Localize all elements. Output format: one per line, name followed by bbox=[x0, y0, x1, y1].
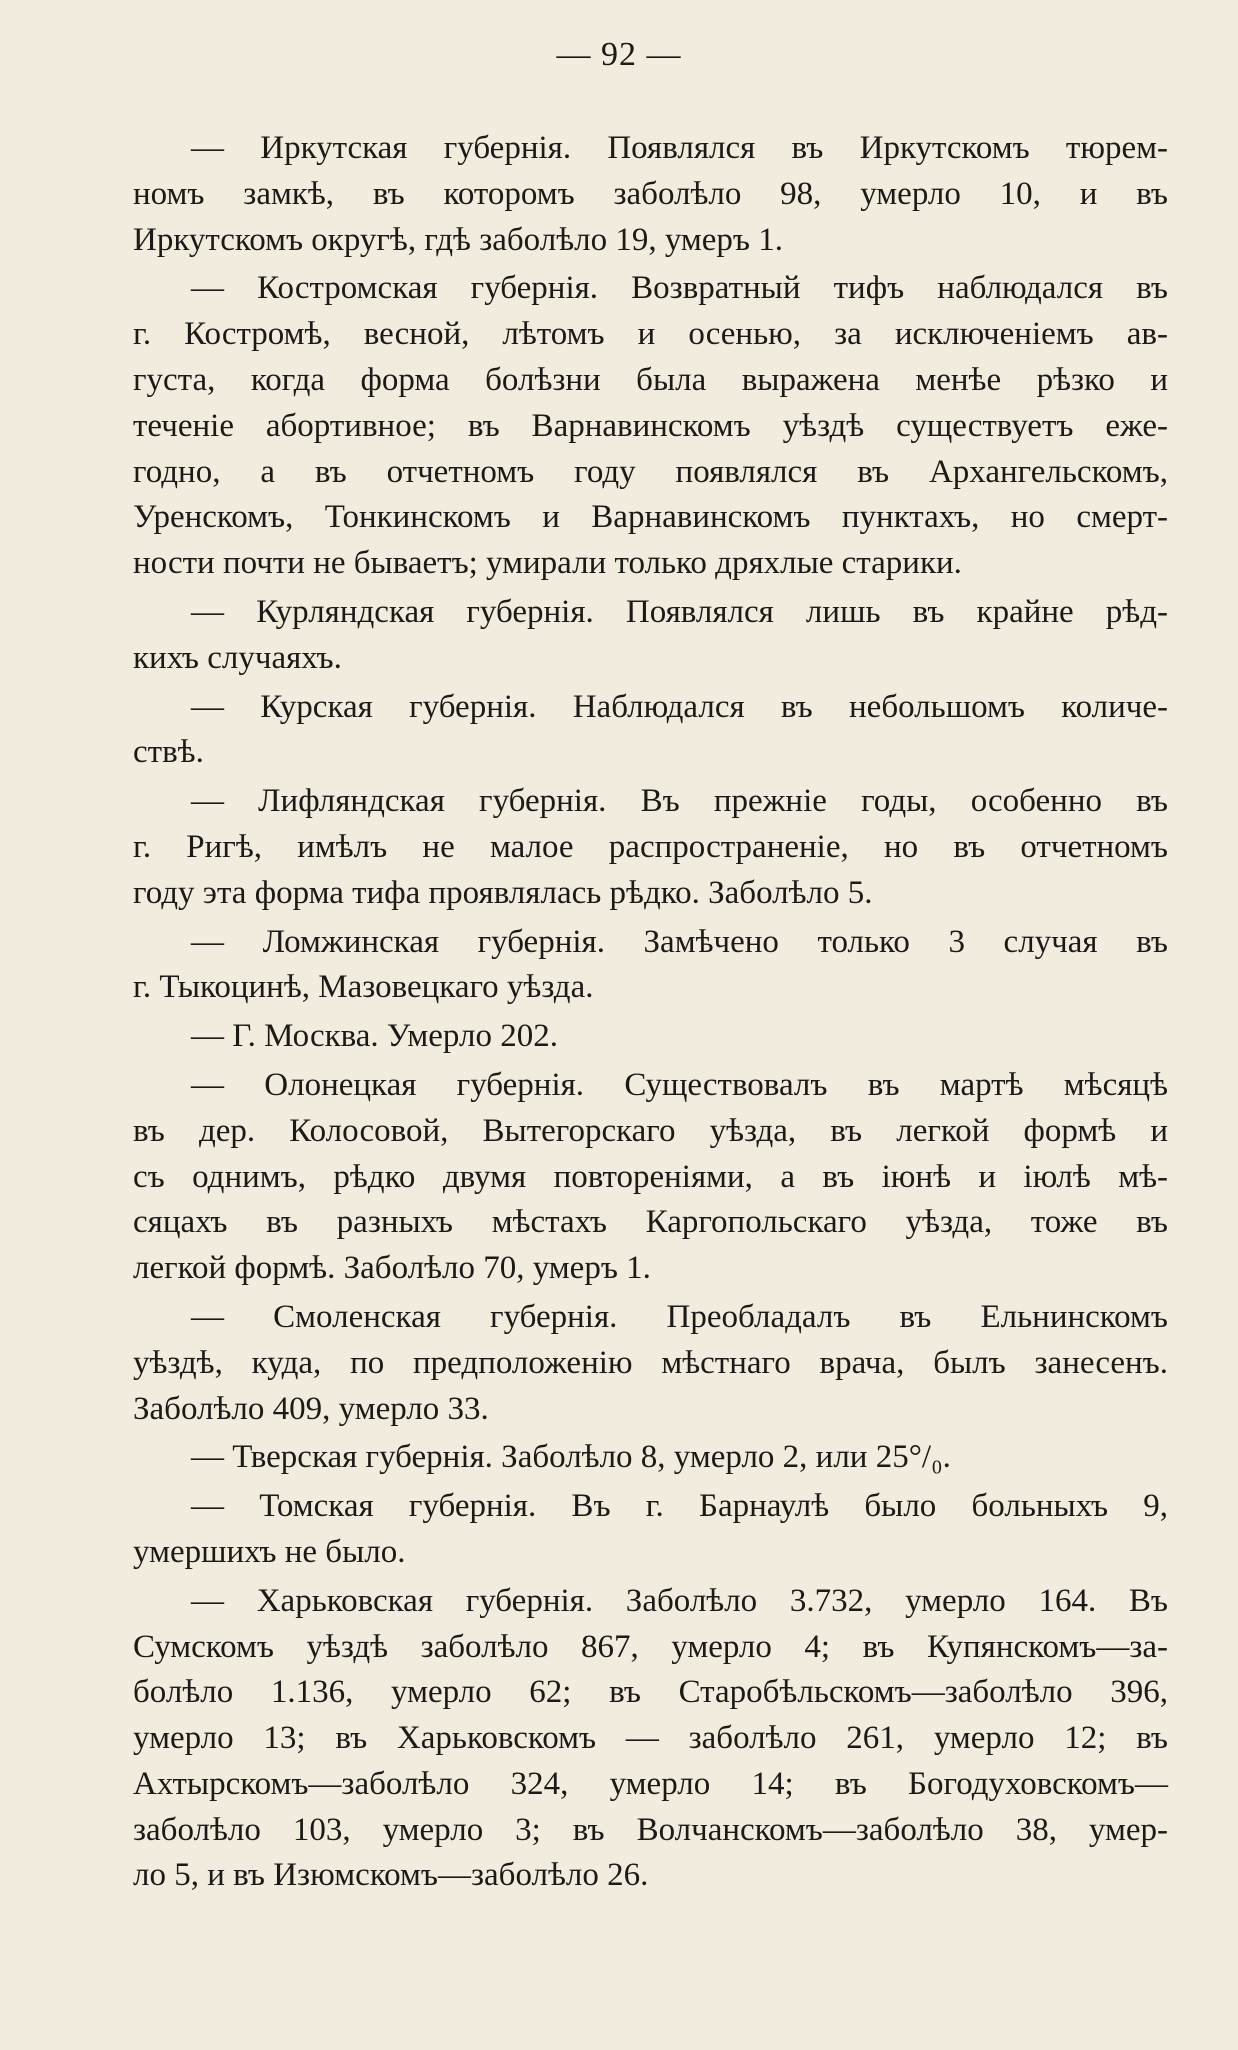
paragraph-lomzha bbox=[133, 920, 1168, 1012]
page-text bbox=[133, 126, 1168, 1899]
text-line: — Лифляндская губернія. Въ прежніе годы, особенно въ bbox=[191, 783, 1168, 820]
text-line: умерло 13; въ Харьковскомъ — заболѣло 261, умерло 12; въ bbox=[133, 1720, 1168, 1757]
text-line: — Харьковская губернія. Заболѣло 3.732, умерло 164. Въ bbox=[191, 1582, 1168, 1619]
text-line: ствѣ. bbox=[133, 734, 204, 771]
text-line: кихъ случаяхъ. bbox=[133, 639, 342, 676]
text-line: густа, когда форма болѣзни была выражена менѣе рѣзко и bbox=[133, 361, 1168, 398]
text-line: — Костромская губернія. Возвратный тифъ наблюдался въ bbox=[191, 270, 1168, 307]
text-line: сяцахъ въ разныхъ мѣстахъ Каргопольскаго уѣзда, тоже въ bbox=[133, 1204, 1168, 1241]
paragraph-smolensk bbox=[133, 1295, 1168, 1432]
paragraph-kursk bbox=[133, 685, 1168, 777]
text-line: — Г. Москва. Умерло 202. bbox=[191, 1018, 558, 1055]
text-line: Заболѣло 409, умерло 33. bbox=[133, 1390, 489, 1427]
paragraph-kharkov bbox=[133, 1579, 1168, 1900]
text-line: номъ замкѣ, въ которомъ заболѣло 98, умерло 10, и въ bbox=[133, 175, 1168, 212]
text-line: г. Тыкоцинѣ, Мазовецкаго уѣзда. bbox=[133, 969, 594, 1006]
text-line: Иркутскомъ округѣ, гдѣ заболѣло 19, умеръ 1. bbox=[133, 221, 783, 258]
page-number: — 92 — bbox=[556, 36, 682, 73]
text-line: Сумскомъ уѣздѣ заболѣло 867, умерло 4; въ Купянскомъ—за- bbox=[133, 1628, 1168, 1665]
text-line: — Олонецкая губернія. Существовалъ въ мартѣ мѣсяцѣ bbox=[191, 1066, 1168, 1103]
text-line: году эта форма тифа проявлялась рѣдко. Заболѣло 5. bbox=[133, 874, 873, 911]
text-line: — Курляндская губернія. Появлялся лишь въ крайне рѣд- bbox=[191, 593, 1168, 630]
text-line: ности почти не бываетъ; умирали только дряхлые старики. bbox=[133, 545, 962, 582]
text-line: теченіе абортивное; въ Варнавинскомъ уѣздѣ существуетъ еже- bbox=[133, 407, 1168, 444]
text-line: болѣло 1.136, умерло 62; въ Старобѣльскомъ—заболѣло 396, bbox=[133, 1674, 1168, 1711]
text-line: уѣздѣ, куда, по предположенію мѣстнаго врача, былъ занесенъ. bbox=[133, 1344, 1168, 1381]
text-line: — Ломжинская губернія. Замѣчено только 3 случая въ bbox=[191, 923, 1168, 960]
paragraph-kurland bbox=[133, 590, 1168, 682]
text-line: ло 5, и въ Изюмскомъ—заболѣло 26. bbox=[133, 1857, 649, 1894]
text-line: — Томская губернія. Въ г. Барнаулѣ было больныхъ 9, bbox=[191, 1488, 1168, 1525]
text-line: легкой формѣ. Заболѣло 70, умеръ 1. bbox=[133, 1250, 651, 1287]
text-line: — Курская губернія. Наблюдался въ небольшомъ количе- bbox=[191, 688, 1168, 725]
text-line: въ дер. Колосовой, Вытегорскаго уѣзда, въ легкой формѣ и bbox=[133, 1112, 1168, 1149]
text-line: г. Костромѣ, весной, лѣтомъ и осенью, за исключеніемъ ав- bbox=[133, 316, 1168, 353]
text-line: умершихъ не было. bbox=[133, 1533, 406, 1570]
paragraph-olonets bbox=[133, 1063, 1168, 1292]
paragraph-tver bbox=[133, 1435, 1168, 1481]
text-line: годно, а въ отчетномъ году появлялся въ Архангельскомъ, bbox=[133, 453, 1168, 490]
text-line: — Тверская губернія. Заболѣло 8, умерло 2, или 25°/₀. bbox=[191, 1439, 951, 1476]
paragraph-irkutsk bbox=[133, 126, 1168, 263]
text-line: заболѣло 103, умерло 3; въ Волчанскомъ—заболѣло 38, умер- bbox=[133, 1811, 1168, 1848]
text-line: Ахтырскомъ—заболѣло 324, умерло 14; въ Богодуховскомъ— bbox=[133, 1765, 1168, 1802]
text-line: — Смоленская губернія. Преобладалъ въ Ельнинскомъ bbox=[191, 1298, 1168, 1335]
paragraph-kostroma bbox=[133, 266, 1168, 587]
paragraph-moscow bbox=[133, 1014, 1168, 1060]
paragraph-tomsk bbox=[133, 1484, 1168, 1576]
text-line: — Иркутская губернія. Появлялся въ Иркутскомъ тюрем- bbox=[191, 130, 1168, 166]
paragraph-livland bbox=[133, 779, 1168, 916]
text-line: г. Ригѣ, имѣлъ не малое распространеніе, но въ отчетномъ bbox=[133, 828, 1168, 865]
text-line: съ однимъ, рѣдко двумя повтореніями, а въ іюнѣ и іюлѣ мѣ- bbox=[133, 1158, 1168, 1195]
text-line: Уренскомъ, Тонкинскомъ и Варнавинскомъ пунктахъ, но смерт- bbox=[133, 499, 1168, 536]
